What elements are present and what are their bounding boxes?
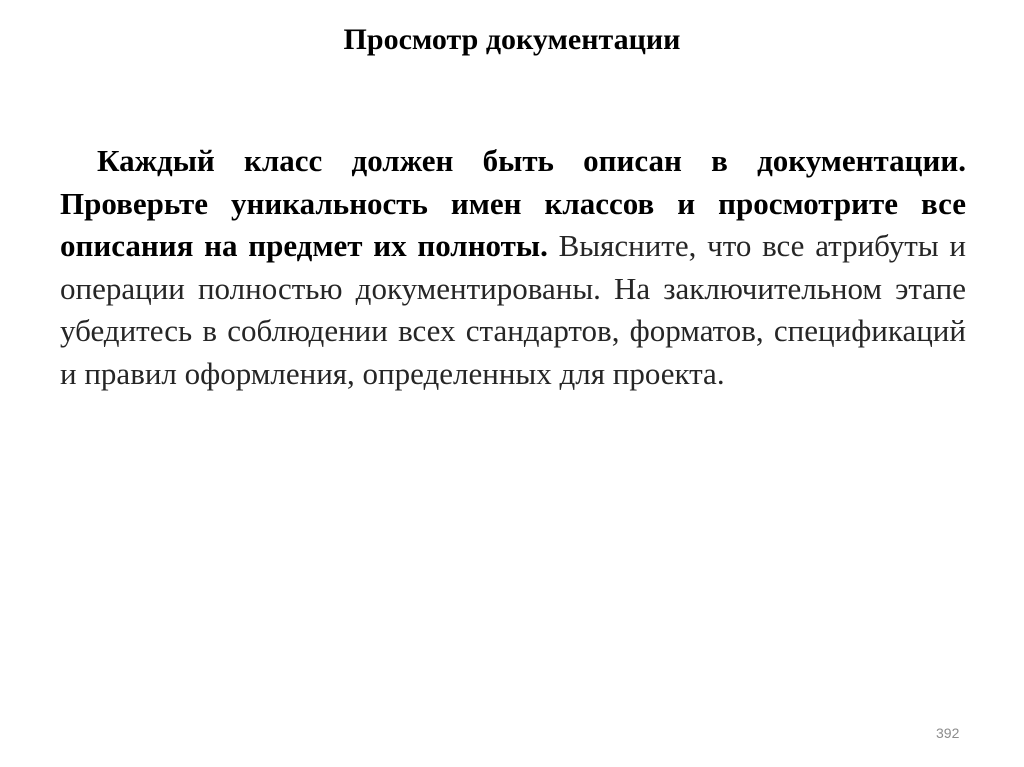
body-regular-text: Выясните, что все атрибуты и операции полностью документированы. На заключительном этапе убедитесь в соблюдении всех стандартов, форматов, спецификаций и правил оформления, определенных для проекта. bbox=[60, 228, 966, 391]
page-number: 392 bbox=[936, 725, 960, 741]
body-paragraph bbox=[60, 140, 966, 395]
page-title: Просмотр документации bbox=[343, 23, 681, 56]
body-bold-text: Каждый класс должен быть описан в документации. Проверьте уникальность имен классов и просмотрите все описания на предмет их полноты. bbox=[60, 143, 966, 263]
